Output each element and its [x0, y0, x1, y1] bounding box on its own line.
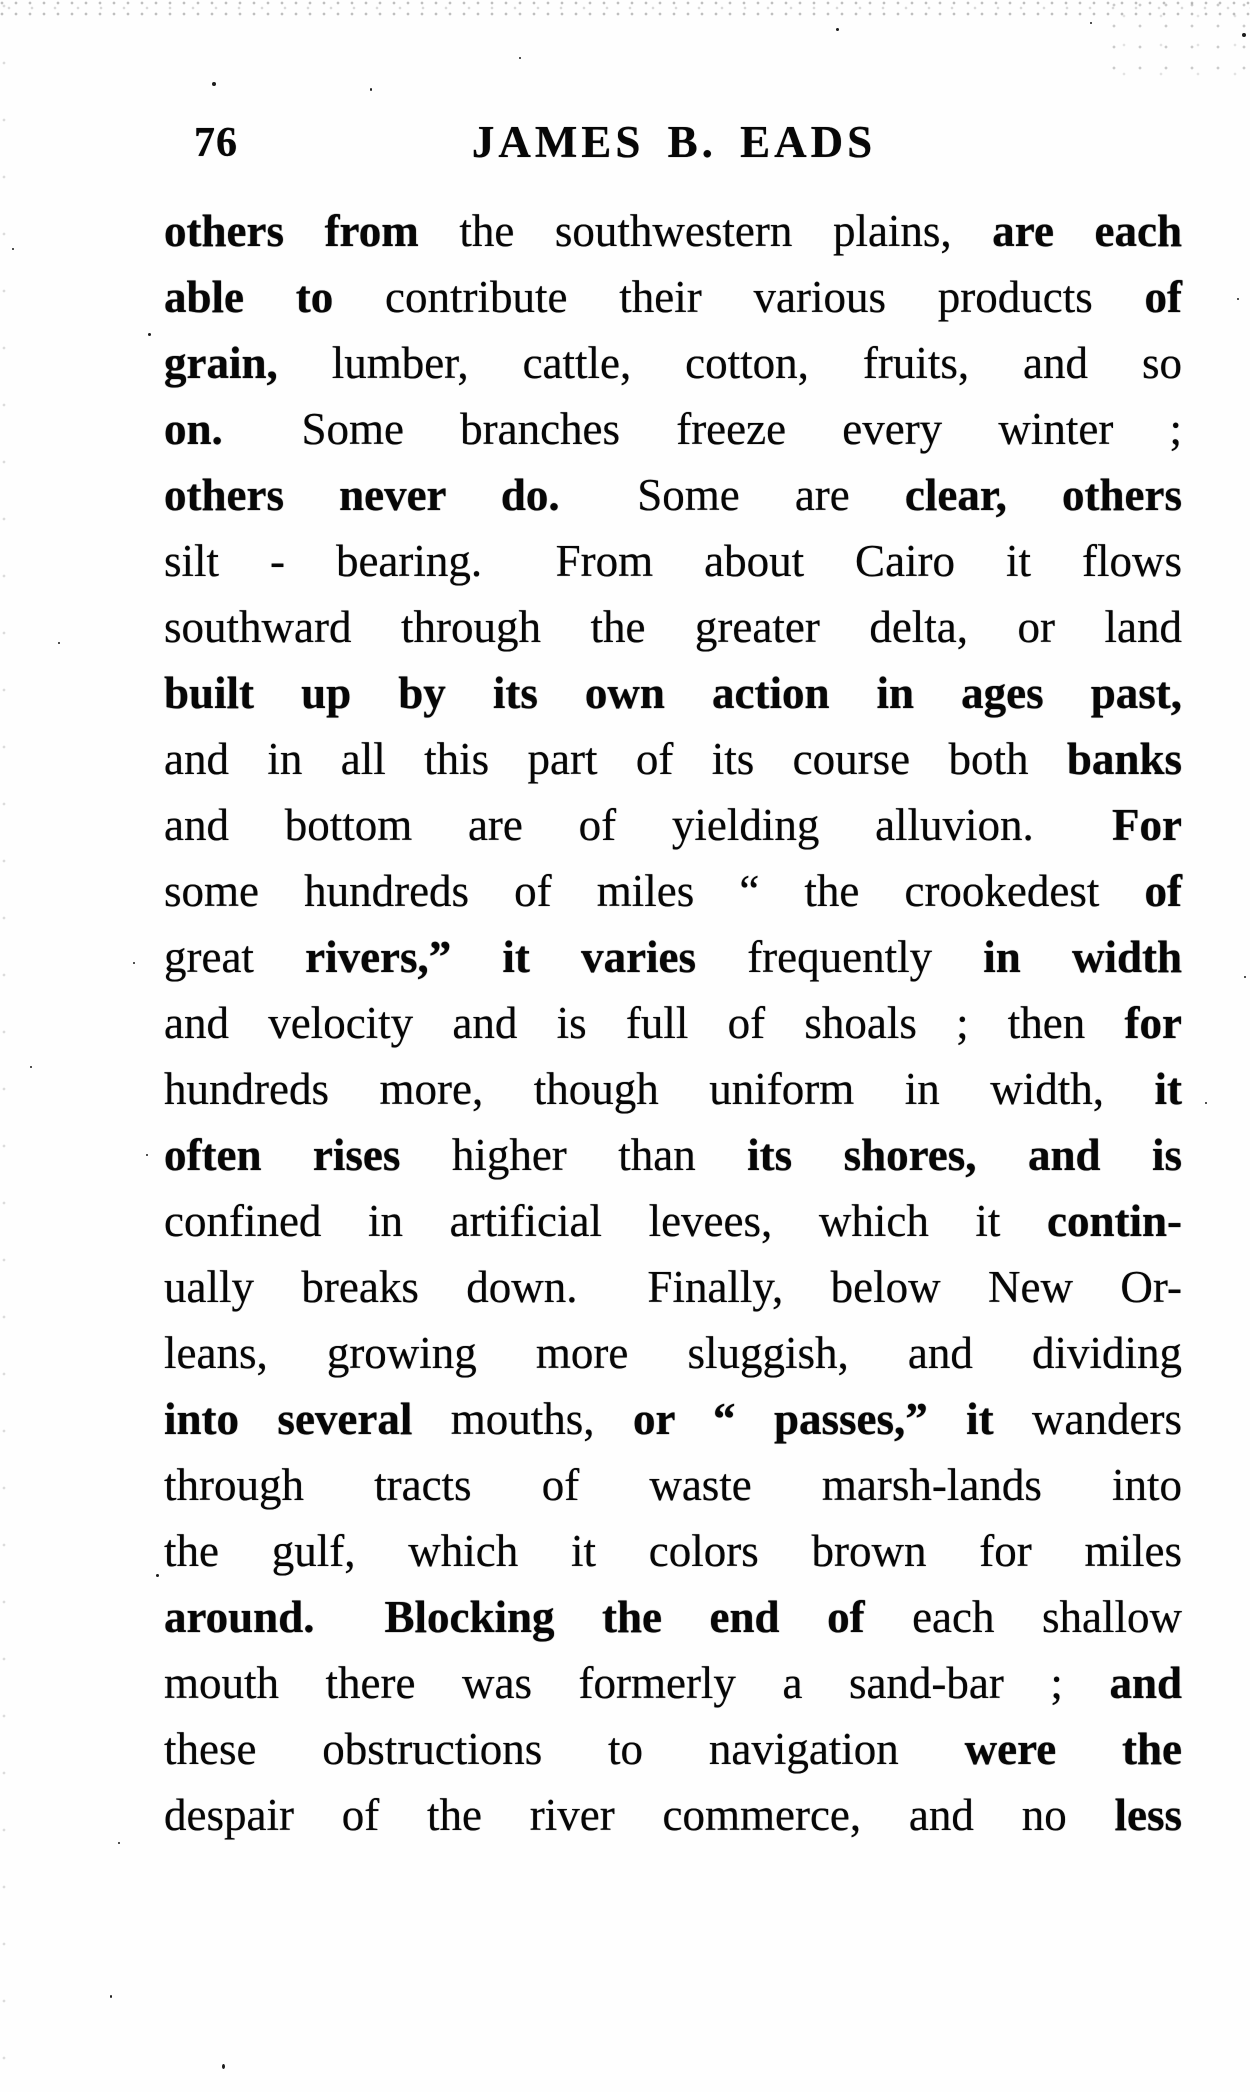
scan-speck [156, 1574, 159, 1577]
scan-speck [1244, 976, 1246, 978]
text-line [164, 660, 1182, 726]
text-segment: contribute their various products [385, 272, 1145, 322]
text-segment: able to [164, 272, 386, 322]
text-segment: the southwestern plains, [459, 206, 993, 256]
text-segment: and velocity and is full of shoals ; then [164, 998, 1125, 1048]
text-segment: leans, growing more sluggish, and dividing [164, 1328, 1182, 1378]
scan-speck [12, 248, 14, 250]
text-segment: frequently [747, 932, 984, 982]
text-line [164, 1452, 1182, 1518]
scan-speck [133, 962, 135, 964]
text-segment: often rises [164, 1130, 452, 1180]
text-line [164, 990, 1182, 1056]
text-line [164, 528, 1182, 594]
text-line [164, 1782, 1182, 1848]
text-segment: and [1109, 1658, 1182, 1708]
text-segment: are each [992, 206, 1183, 256]
text-segment: some hundreds of miles “ the crookedest [164, 866, 1145, 916]
text-segment: higher than [451, 1130, 748, 1180]
text-line [164, 792, 1182, 858]
scan-speck [519, 57, 521, 59]
text-segment: ually breaks down. Finally, below New Or- [164, 1262, 1182, 1312]
text-line [164, 858, 1182, 924]
text-line [164, 1320, 1182, 1386]
text-segment: lumber, cattle, cotton, fruits, and so [331, 338, 1182, 388]
text-segment: in width [983, 932, 1182, 982]
text-segment: the gulf, which it colors brown for miles [164, 1526, 1182, 1576]
scan-speck [222, 2064, 225, 2069]
text-segment: these obstructions to navigation [164, 1724, 965, 1774]
text-segment: clear, others [904, 470, 1182, 520]
text-segment: banks [1066, 734, 1182, 784]
text-line [164, 1254, 1182, 1320]
text-segment: or “ passes,” it [632, 1394, 1033, 1444]
text-segment: around. Blocking the end of [164, 1592, 913, 1642]
text-line [164, 198, 1182, 264]
scan-speck [1237, 298, 1239, 300]
text-segment: less [1114, 1790, 1182, 1840]
text-segment: its shores, and is [747, 1130, 1182, 1180]
scan-speck [146, 1154, 148, 1156]
text-line [164, 1386, 1182, 1452]
scan-speck [148, 333, 151, 336]
text-segment: built up by its own action in ages past, [164, 668, 1182, 718]
text-segment: grain, [164, 338, 332, 388]
scan-speck [212, 82, 216, 86]
text-line [164, 924, 1182, 990]
text-segment: rivers,” it varies [305, 932, 748, 982]
scan-speck [1090, 22, 1092, 24]
text-line [164, 594, 1182, 660]
scan-speck [58, 642, 60, 644]
text-segment: hundreds more, though uniform in width, [164, 1064, 1155, 1114]
text-segment: great [164, 932, 306, 982]
text-segment: through tracts of waste marsh-lands into [164, 1460, 1182, 1510]
text-line [164, 264, 1182, 330]
scan-noise-top [0, 0, 1250, 16]
text-line [164, 1518, 1182, 1584]
text-line [164, 726, 1182, 792]
text-segment: mouths, [450, 1394, 633, 1444]
text-segment: despair of the river commerce, and no [164, 1790, 1115, 1840]
scan-noise-left-edge [0, 0, 12, 2092]
scan-speck [30, 1066, 32, 1068]
text-segment: and bottom are of yielding alluvion. [164, 800, 1113, 850]
text-line [164, 462, 1182, 528]
text-segment: of [1144, 866, 1182, 916]
scan-speck [110, 1995, 112, 1998]
text-line [164, 396, 1182, 462]
text-segment: of [1144, 272, 1182, 322]
text-segment: on. [164, 404, 223, 454]
text-line [164, 1716, 1182, 1782]
text-segment: contin- [1047, 1196, 1182, 1246]
scan-speck [370, 88, 372, 91]
text-segment: and in all this part of its course both [164, 734, 1067, 784]
text-line [164, 330, 1182, 396]
text-line [164, 1056, 1182, 1122]
scan-speck [1242, 33, 1246, 37]
page-number: 76 [194, 120, 238, 166]
text-segment: confined in artificial levees, which it [164, 1196, 1047, 1246]
text-segment: others from [164, 206, 460, 256]
text-segment: for [1124, 998, 1182, 1048]
text-line [164, 1188, 1182, 1254]
text-segment: mouth there was formerly a sand-bar ; [164, 1658, 1110, 1708]
text-segment: into several [164, 1394, 451, 1444]
text-segment: wanders [1032, 1394, 1182, 1444]
text-segment: silt - bearing. From about Cairo it flows [164, 536, 1182, 586]
text-segment: others never do. [164, 470, 560, 520]
text-line [164, 1122, 1182, 1188]
body-text [164, 198, 1182, 1848]
text-line [164, 1584, 1182, 1650]
running-title: JAMES B. EADS [471, 117, 877, 167]
text-segment: Some branches freeze every winter ; [222, 404, 1182, 454]
text-segment: it [1154, 1064, 1182, 1114]
text-line [164, 1650, 1182, 1716]
scan-noise-top-right [1110, 0, 1250, 80]
text-segment: Some are [559, 470, 905, 520]
text-segment: southward through the greater delta, or land [164, 602, 1182, 652]
text-segment: each shallow [912, 1592, 1182, 1642]
scan-speck [1205, 1102, 1207, 1104]
text-segment: For [1112, 800, 1182, 850]
scan-speck [836, 28, 839, 31]
text-segment: were the [964, 1724, 1182, 1774]
scan-speck [118, 1842, 120, 1844]
